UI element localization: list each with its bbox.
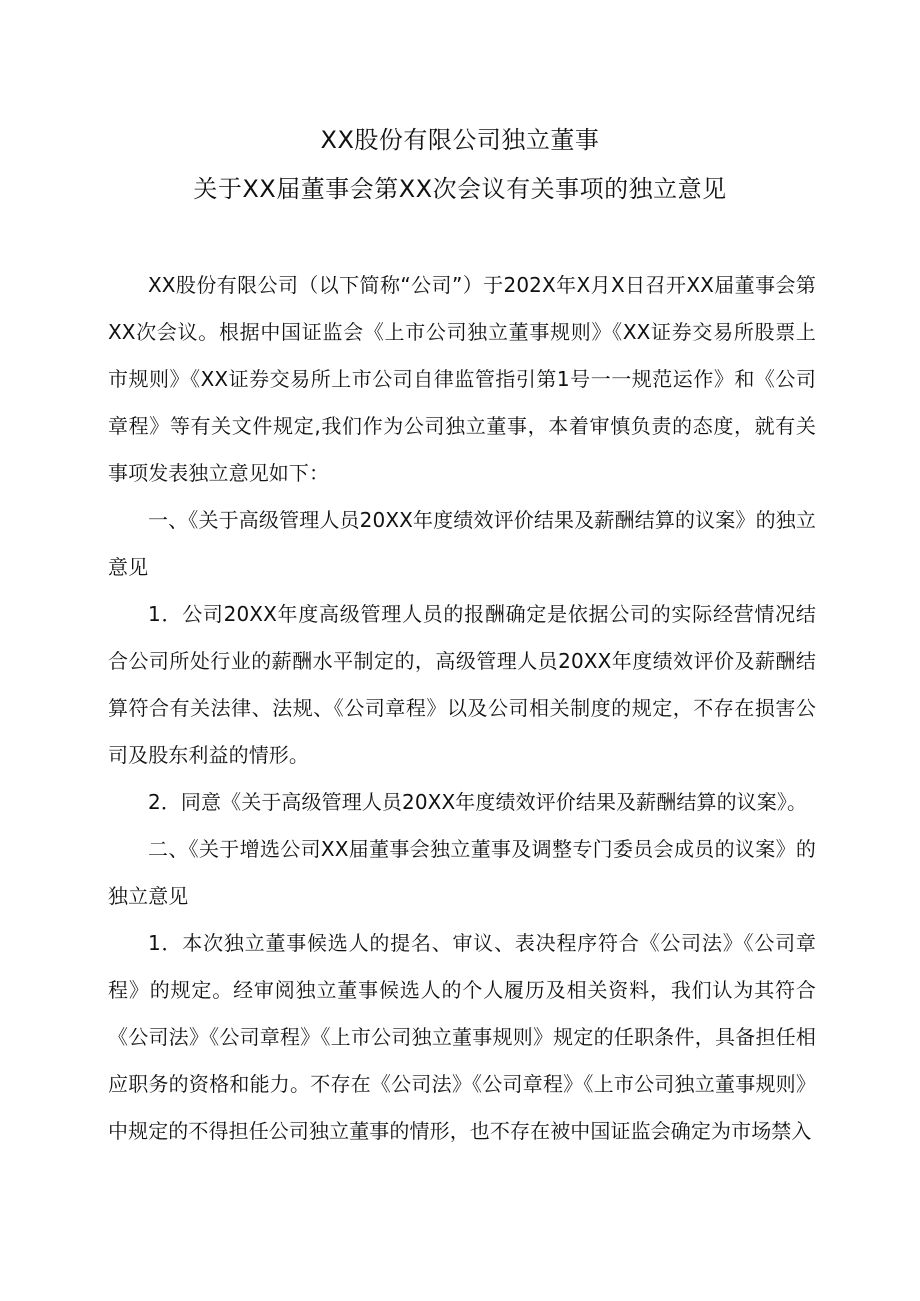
section-1-item-2: 2．同意《关于高级管理人员20XX年度绩效评价结果及薪酬结算的议案》。 [148,790,808,814]
document-title-line-1: XX股份有限公司独立董事 [320,126,600,154]
document-body [108,262,816,1155]
section-1-item-1: 1．公司20XX年度高级管理人员的报酬确定是依据公司的实际经营情况结合公司所处行业的薪酬水平制定的，高级管理人员20XX年度绩效评价及薪酬结算符合有关法律、法规、《公司章程》以及公司相关制度的规定，不存在损害公司及股东利益的情形。 [108,602,816,767]
section-2-heading: 二、《关于增选公司XX届董事会独立董事及调整专门委员会成员的议案》的独立意见 [108,837,816,908]
document-title-line-2: 关于XX届董事会第XX次会议有关事项的独立意见 [193,175,727,203]
section-2-item-1: 1．本次独立董事候选人的提名、审议、表决程序符合《公司法》《公司章程》的规定。经审阅独立董事候选人的个人履历及相关资料，我们认为其符合《公司法》《公司章程》《上市公司独立董事规则》规定的任职条件，具备担任相应职务的资格和能力。不存在《公司法》《公司章程》《上市公司独立董事规则》中规定的不得担任公司独立董事的情形，也不存在被中国证监会确定为市场禁入 [108,931,816,1143]
section-1-heading: 一、《关于高级管理人员20XX年度绩效评价结果及薪酬结算的议案》的独立意见 [108,508,816,579]
intro-paragraph: XX股份有限公司（以下简称“公司”）于202X年X月X日召开XX届董事会第XX次会议。根据中国证监会《上市公司独立董事规则》《XX证券交易所股票上市规则》《XX证券交易所上市公司自律监管指引第1号一一规范运作》和《公司章程》等有关文件规定,我们作为公司独立董事，本着审慎负责的态度，就有关事项发表独立意见如下： [108,273,816,485]
